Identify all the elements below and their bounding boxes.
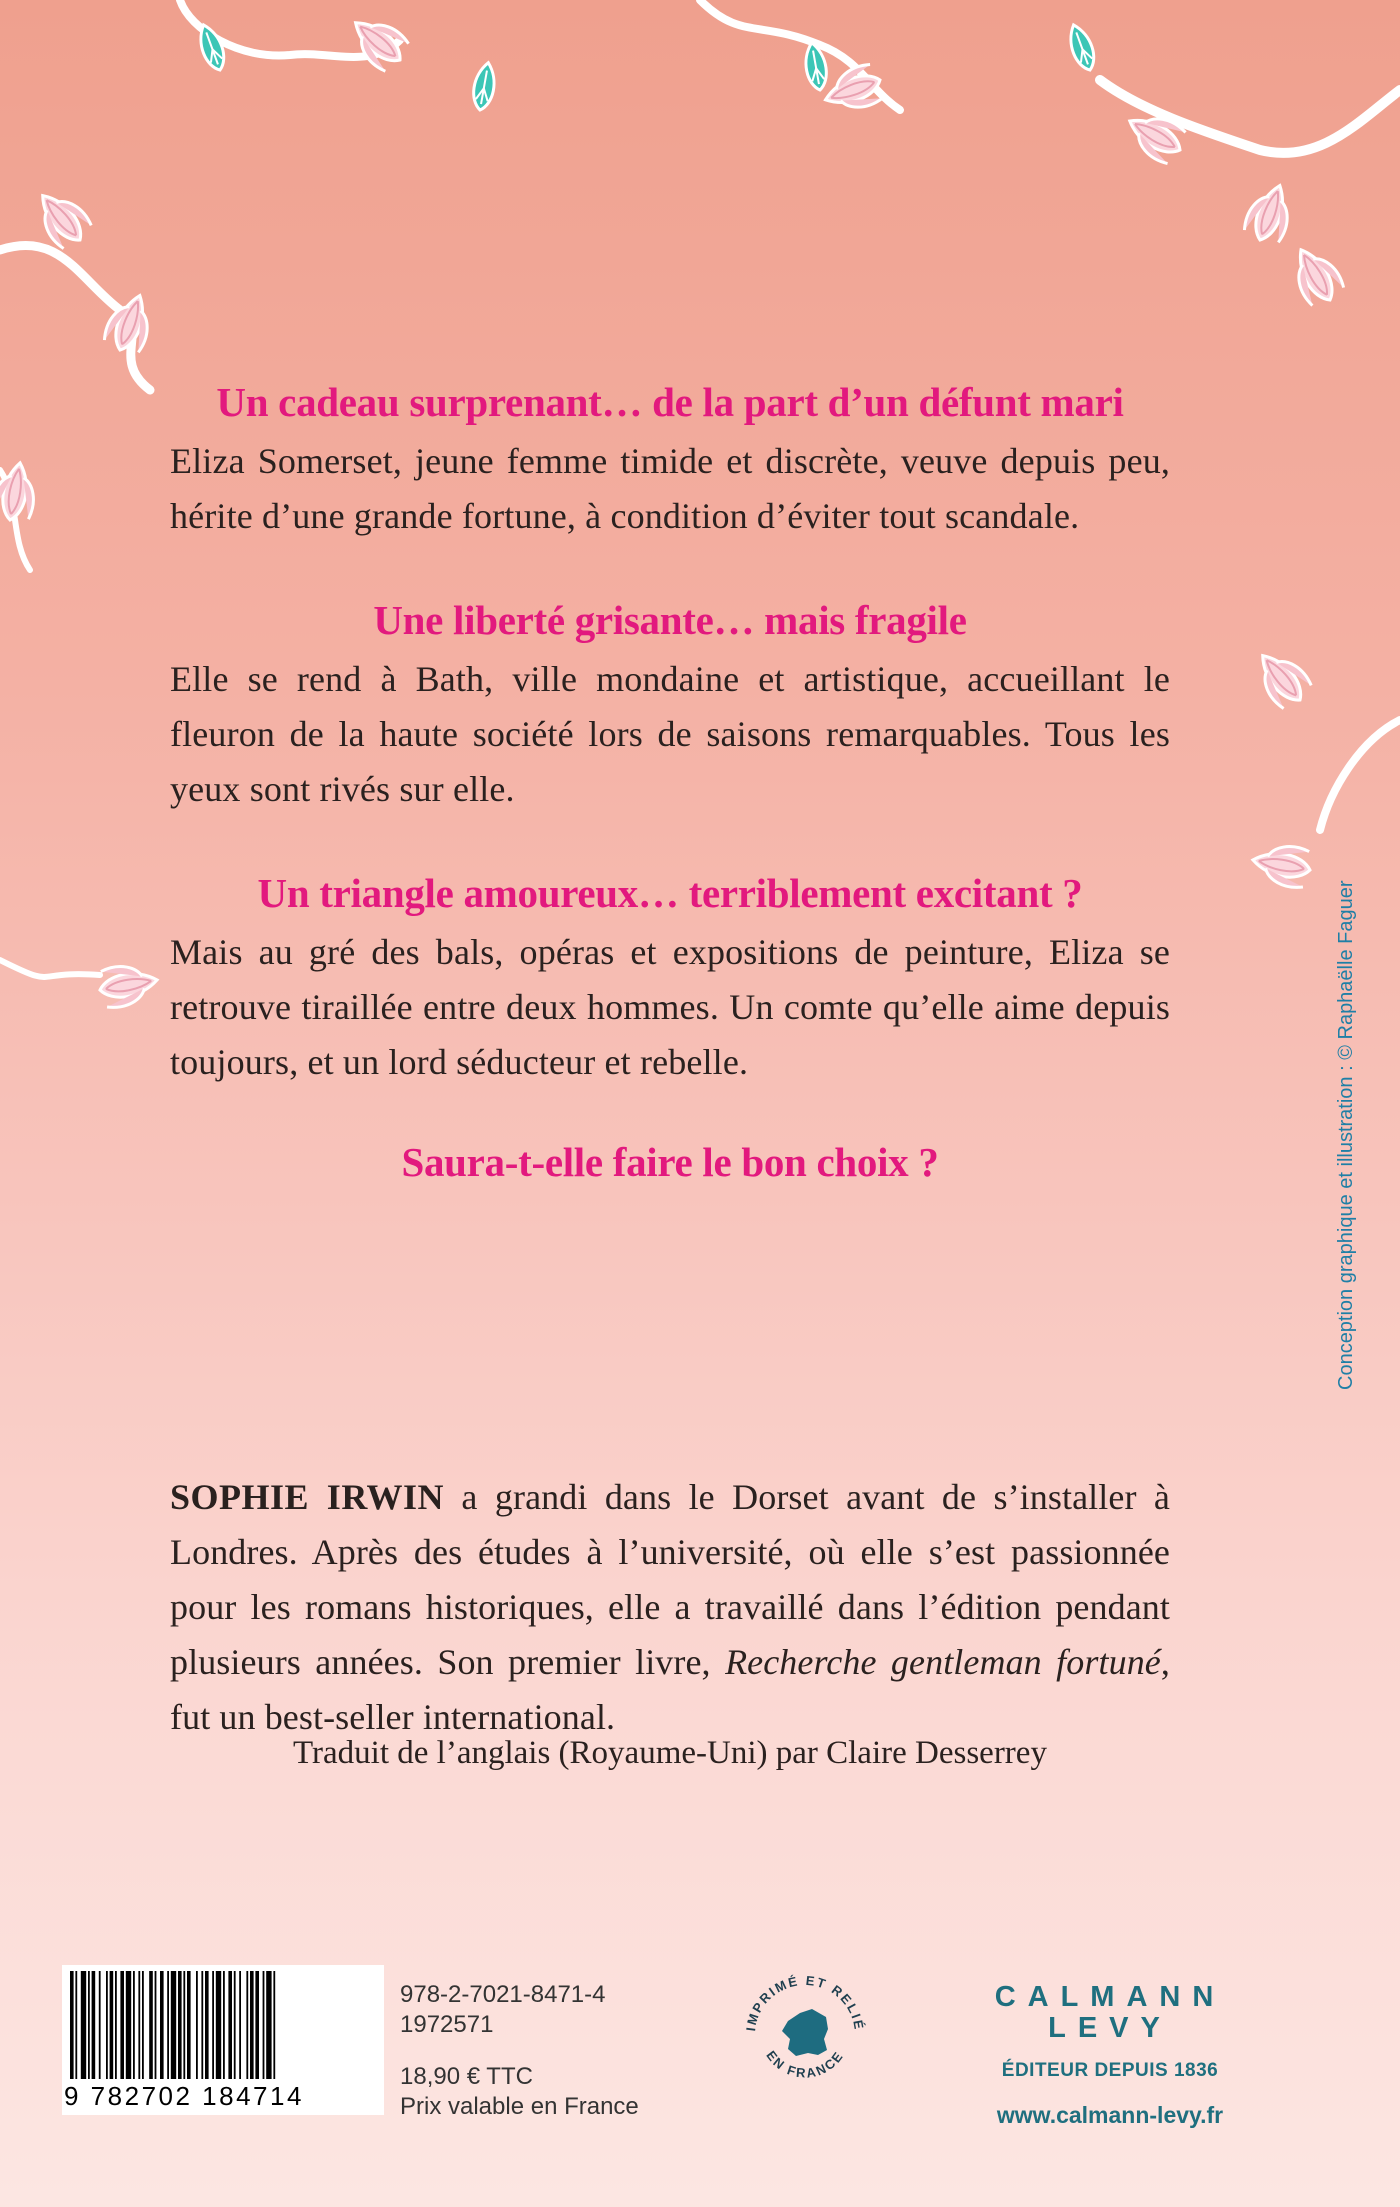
- isbn: 978-2-7021-8471-4: [400, 1981, 606, 2008]
- closing-question: Saura-t-elle faire le bon choix ?: [401, 1139, 939, 1185]
- publisher-tagline: ÉDITEUR DEPUIS 1836: [1001, 2060, 1219, 2081]
- bio-text-after: , fut un best-seller international.: [170, 1642, 1170, 1737]
- barcode-bar: [115, 1971, 117, 2079]
- badge-bottom-text: EN FRANCE: [763, 2047, 847, 2081]
- barcode-bar: [138, 1971, 140, 2079]
- publisher-logo: [960, 1982, 1260, 2044]
- barcode-bar: [263, 1971, 265, 2079]
- design-credit: Conception graphique et illustration : © Raphaëlle Faguer: [1335, 880, 1357, 1390]
- barcode-bar: [149, 1971, 153, 2079]
- barcode-bar: [183, 1971, 185, 2079]
- translation-credit: Traduit de l’anglais (Royaume-Uni) par Claire Desserrey: [293, 1735, 1047, 1771]
- synopsis: [170, 378, 1170, 1186]
- barcode-bar: [110, 1971, 114, 2079]
- isbn-block: [400, 1980, 639, 2122]
- badge-top-text: IMPRIMÉ ET RELIÉ: [743, 1972, 867, 2033]
- barcode-bar: [205, 1971, 209, 2079]
- barcode-bar: [120, 1971, 124, 2079]
- section-heading-3: Un triangle amoureux… terriblement excitant ?: [257, 870, 1083, 916]
- printed-in-france-badge: [730, 1955, 880, 2105]
- price: 18,90 € TTC: [400, 2063, 533, 2090]
- publisher-block: [960, 1982, 1260, 2129]
- section-heading-1: Un cadeau surprenant… de la part d’un défunt mari: [216, 379, 1124, 425]
- barcode-bar: [160, 1971, 164, 2079]
- barcode-bar: [81, 1971, 86, 2079]
- section-text-1: Eliza Somerset, jeune femme timide et discrète, veuve depuis peu, hérite d’une grande fortune, à condition d’éviter tout scandale.: [170, 441, 1170, 536]
- barcode-digits: 9 782702 184714: [64, 2081, 304, 2111]
- barcode-bar: [106, 1971, 108, 2079]
- barcode-bar: [228, 1971, 232, 2079]
- barcode-bar: [70, 1971, 74, 2079]
- barcode-bar: [167, 1971, 169, 2079]
- barcode-bar: [133, 1971, 135, 2079]
- section-heading-2: Une liberté grisante… mais fragile: [373, 597, 967, 643]
- bio-text-before: a grandi dans le Dorset avant de s’installer à Londres. Après des études à l’université, où elle s’est passionnée pour les romans historiques, elle a travaillé dans l’édition pendant plusieurs années. Son premier livre,: [170, 1477, 1170, 1682]
- barcode-bar: [126, 1971, 131, 2079]
- barcode-bar: [99, 1971, 101, 2079]
- barcode-bar: [75, 1971, 77, 2079]
- barcode-bar: [88, 1971, 90, 2079]
- barcode-bars: [70, 1971, 376, 2079]
- barcode-bar: [223, 1971, 225, 2079]
- barcode-bar: [92, 1971, 96, 2079]
- author-name: SOPHIE IRWIN: [170, 1477, 445, 1517]
- author-bio: [170, 1470, 1170, 1745]
- barcode-bar: [239, 1971, 241, 2079]
- barcode-bar: [234, 1971, 236, 2079]
- publisher-logo-line1: CALMANN: [994, 1981, 1226, 2013]
- barcode-bar: [196, 1971, 198, 2079]
- product-code: 1972571: [400, 2011, 494, 2038]
- barcode-bar: [266, 1971, 271, 2079]
- barcode-bar: [212, 1971, 214, 2079]
- barcode-bar: [187, 1971, 191, 2079]
- barcode-bar: [142, 1971, 144, 2079]
- publisher-url: www.calmann-levy.fr: [996, 2102, 1224, 2128]
- section-text-3: Mais au gré des bals, opéras et expositions de peinture, Eliza se retrouve tiraillée entre deux hommes. Un comte qu’elle aime depuis toujours, et un lord séducteur et rebelle.: [170, 932, 1170, 1082]
- barcode-bar: [201, 1971, 203, 2079]
- barcode-bar: [155, 1971, 157, 2079]
- barcode: [62, 1965, 384, 2115]
- book-title: Recherche gentleman fortuné: [725, 1642, 1161, 1682]
- barcode-bar: [246, 1971, 248, 2079]
- barcode-bar: [216, 1971, 221, 2079]
- publisher-logo-line2: LEVY: [1048, 2012, 1172, 2044]
- barcode-bar: [171, 1971, 176, 2079]
- barcode-bar: [250, 1971, 254, 2079]
- section-text-2: Elle se rend à Bath, ville mondaine et artistique, accueillant le fleuron de la haute société lors de saisons remarquables. Tous les yeux sont rivés sur elle.: [170, 659, 1170, 809]
- france-map-icon: [782, 2009, 828, 2056]
- barcode-bar: [178, 1971, 182, 2079]
- price-note: Prix valable en France: [400, 2093, 639, 2120]
- barcode-bar: [255, 1971, 259, 2079]
- barcode-bar: [273, 1971, 275, 2079]
